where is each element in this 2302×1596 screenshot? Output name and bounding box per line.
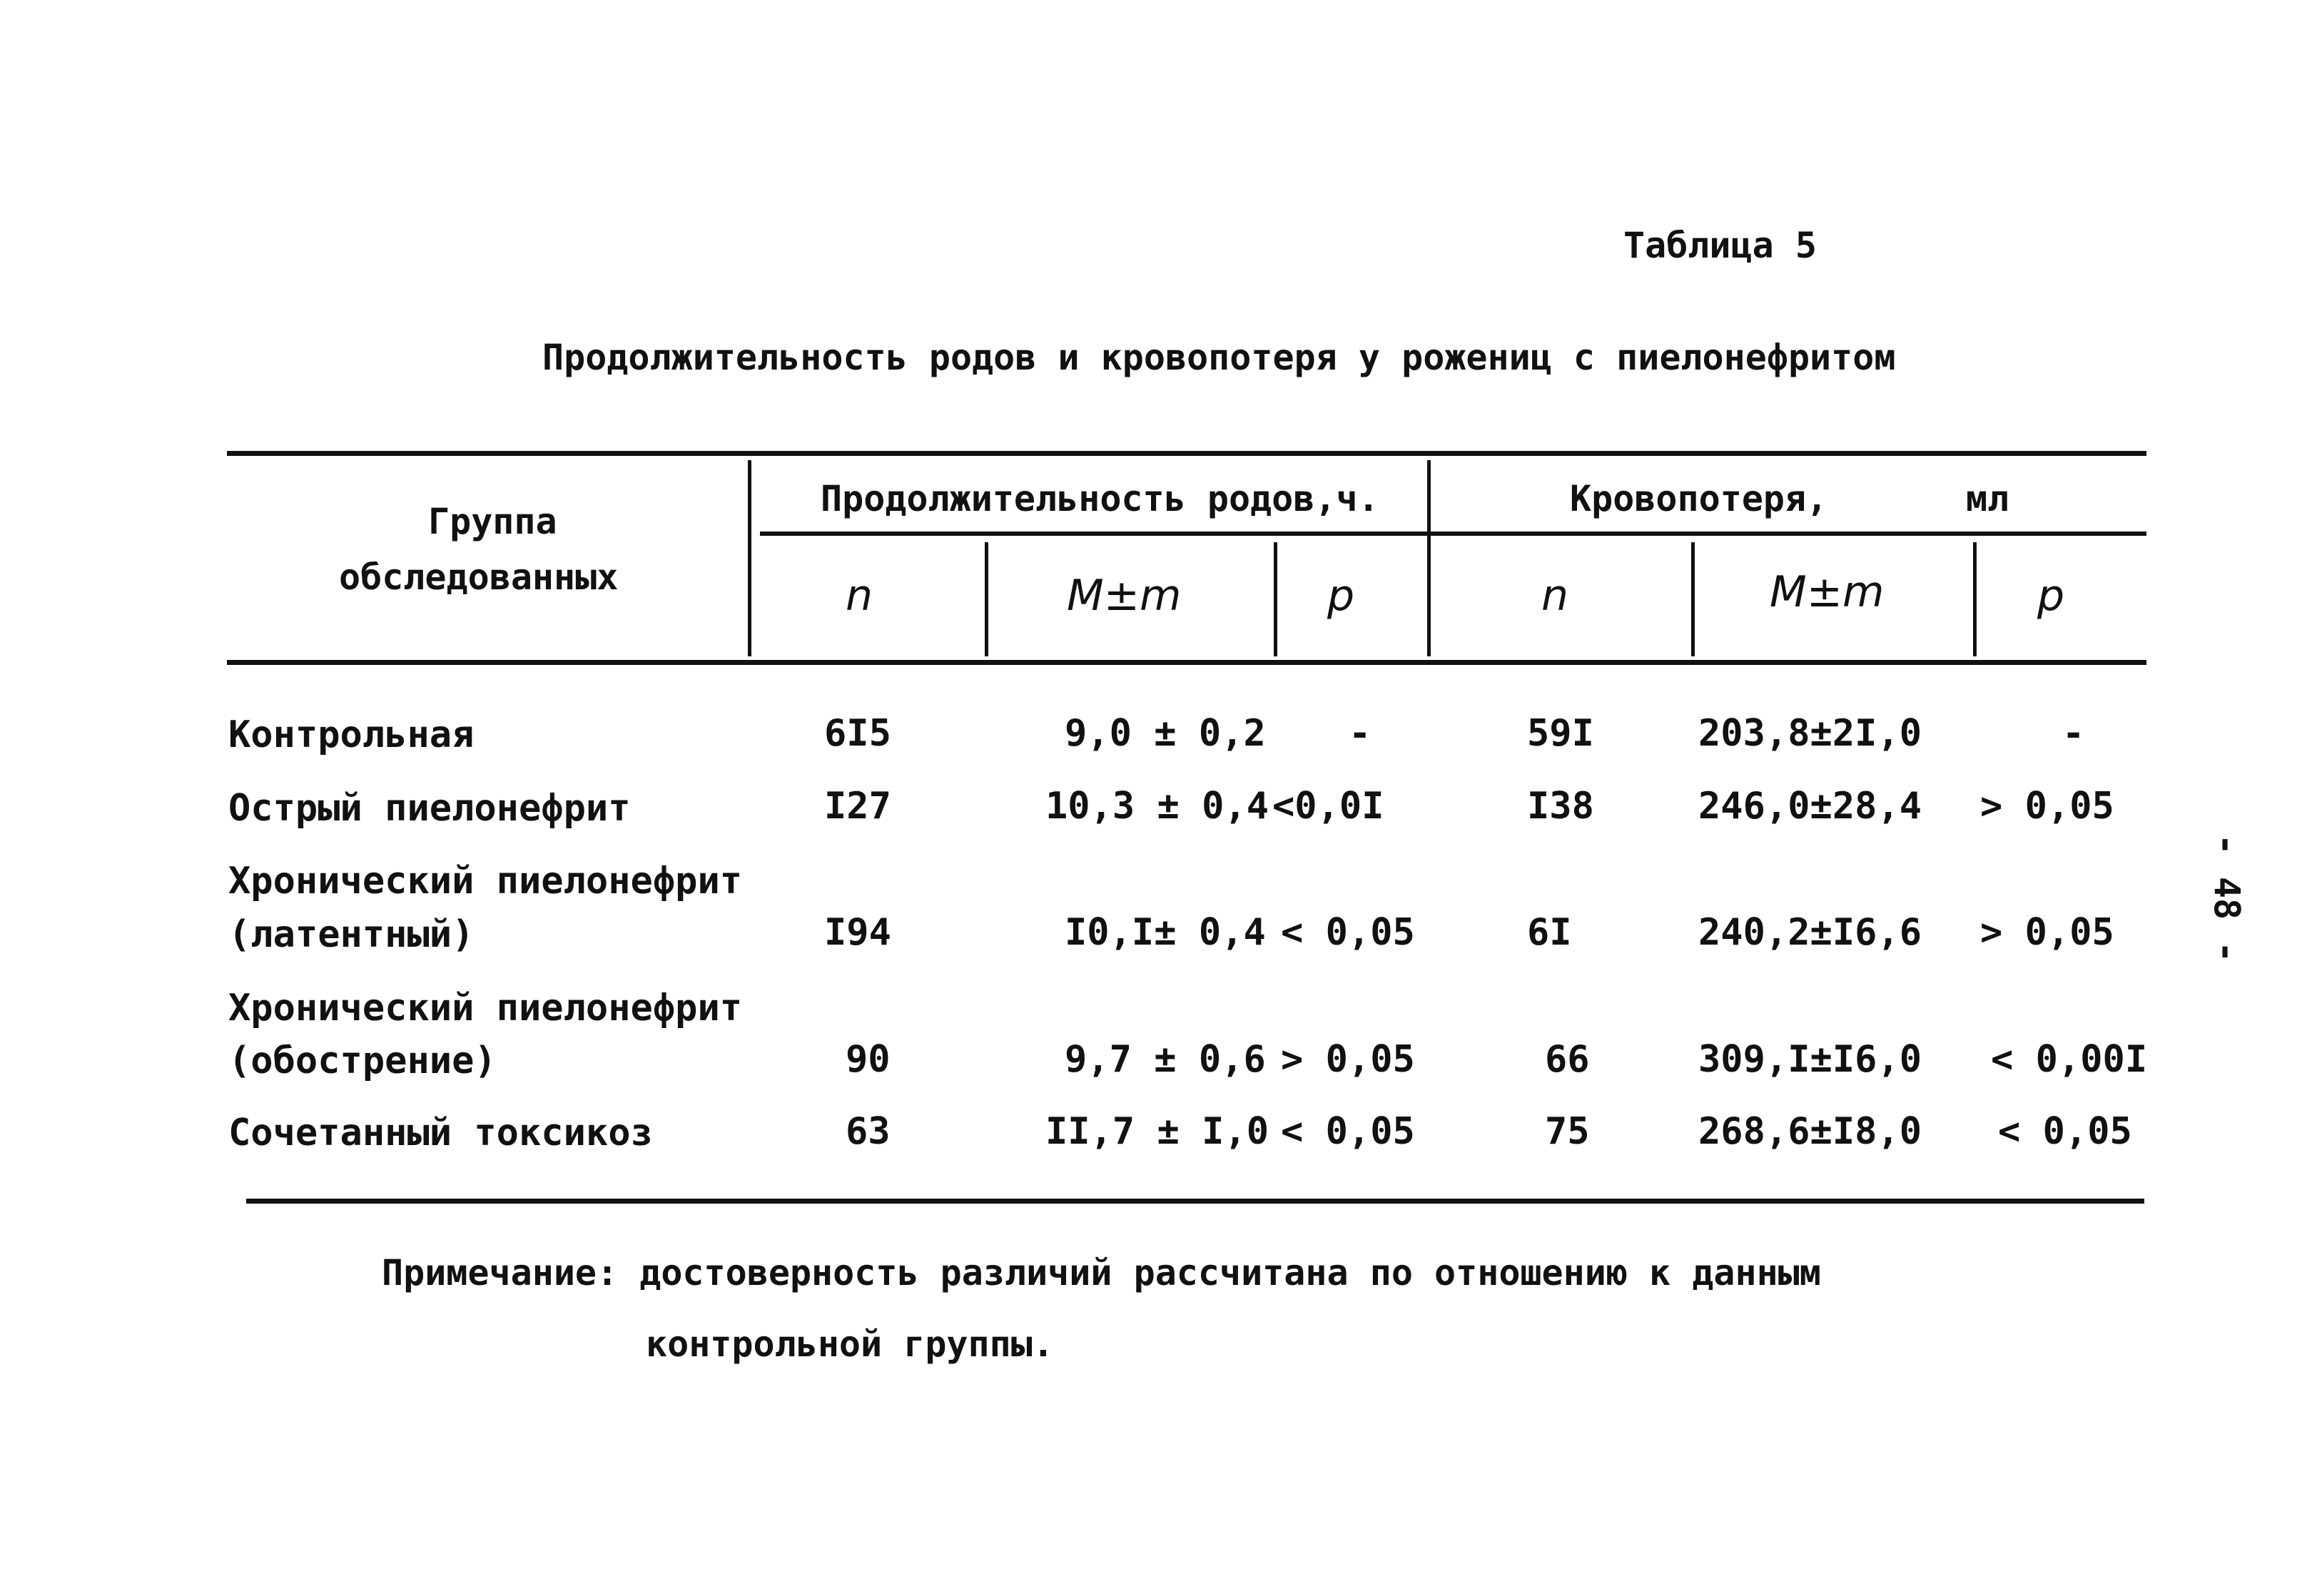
cell-mean-bloodloss: 203,8±2I,0 <box>1698 712 1922 755</box>
row-group: Сочетанный токсикоз <box>228 1112 653 1154</box>
header-n-duration: n <box>846 571 873 621</box>
row-group-line2: (обострение) <box>228 1040 497 1082</box>
row-group-line1: Хронический пиелонефрит <box>228 987 743 1030</box>
header-blood-loss: Кровопотеря, <box>1570 478 1828 519</box>
header-blood-loss-unit: мл <box>1966 478 2009 519</box>
row-group: Контрольная <box>228 713 475 756</box>
cell-mean-bloodloss: 246,0±28,4 <box>1698 785 1922 828</box>
header-m-bloodloss: M±m <box>1770 567 1885 617</box>
cell-mean-duration: I0,I± 0,4 <box>1065 911 1266 954</box>
row-group-line2: (латентный) <box>228 913 475 956</box>
cell-p-duration: > 0,05 <box>1281 1038 1415 1081</box>
divider-m2-p2 <box>1973 542 1977 656</box>
cell-mean-bloodloss: 240,2±I6,6 <box>1698 911 1922 954</box>
cell-p-bloodloss: > 0,05 <box>1980 785 2114 828</box>
header-p-bloodloss: p <box>2037 571 2065 621</box>
cell-p-bloodloss: < 0,05 <box>1998 1110 2132 1153</box>
cell-n-bloodloss: I38 <box>1527 785 1594 828</box>
table-bottom-rule <box>246 1199 2144 1204</box>
header-subrule <box>760 532 2146 536</box>
divider-m1-p1 <box>1274 542 1277 656</box>
header-bottom-rule <box>227 660 2146 665</box>
header-p-duration: p <box>1327 571 1355 621</box>
header-duration: Продолжительность родов,ч. <box>821 478 1379 519</box>
cell-mean-duration: 10,3 ± 0,4 <box>1045 785 1269 828</box>
cell-mean-duration: II,7 ± I,0 <box>1045 1110 1269 1153</box>
table-label: Таблица 5 <box>1623 225 1817 266</box>
cell-p-bloodloss: < 0,00I <box>1991 1038 2148 1081</box>
cell-n-bloodloss: 6I <box>1527 911 1572 954</box>
cell-n-duration: I94 <box>824 911 891 954</box>
cell-n-duration: 6I5 <box>824 712 891 755</box>
table-caption: Продолжительность родов и кровопотеря у рожениц с пиелонефритом <box>542 337 1896 378</box>
cell-p-bloodloss: > 0,05 <box>1980 911 2114 954</box>
cell-n-duration: 90 <box>846 1038 891 1081</box>
header-m-duration: M±m <box>1067 571 1182 621</box>
header-group-line1: Группа <box>428 501 557 542</box>
row-group-line1: Хронический пиелонефрит <box>228 860 743 903</box>
divider-group <box>748 460 751 656</box>
row-group: Острый пиелонефрит <box>228 787 631 830</box>
cell-p-duration: < 0,05 <box>1281 911 1415 954</box>
cell-n-duration: I27 <box>824 785 891 828</box>
cell-n-bloodloss: 66 <box>1545 1038 1590 1081</box>
divider-sections <box>1427 460 1431 656</box>
divider-n1-m1 <box>985 542 988 656</box>
cell-mean-bloodloss: 268,6±I8,0 <box>1698 1110 1922 1153</box>
page-number: - 48 - <box>2206 833 2248 963</box>
cell-p-duration: - <box>1349 712 1371 755</box>
cell-n-bloodloss: 75 <box>1545 1110 1590 1153</box>
cell-n-duration: 63 <box>846 1110 891 1153</box>
cell-p-duration: <0,0I <box>1272 785 1384 828</box>
cell-mean-bloodloss: 309,I±I6,0 <box>1698 1038 1922 1081</box>
cell-mean-duration: 9,0 ± 0,2 <box>1065 712 1266 755</box>
note-line2: контрольной группы. <box>646 1323 1054 1365</box>
note-line1: Примечание: достоверность различий рассчитана по отношению к данным <box>382 1252 1821 1293</box>
header-n-bloodloss: n <box>1541 571 1569 621</box>
header-group-line2: обследованных <box>339 556 619 598</box>
cell-p-bloodloss: - <box>2062 712 2085 755</box>
table-top-rule <box>227 451 2146 456</box>
cell-p-duration: < 0,05 <box>1281 1110 1415 1153</box>
cell-n-bloodloss: 59I <box>1527 712 1594 755</box>
divider-n2-m2 <box>1691 542 1695 656</box>
cell-mean-duration: 9,7 ± 0,6 <box>1065 1038 1266 1081</box>
